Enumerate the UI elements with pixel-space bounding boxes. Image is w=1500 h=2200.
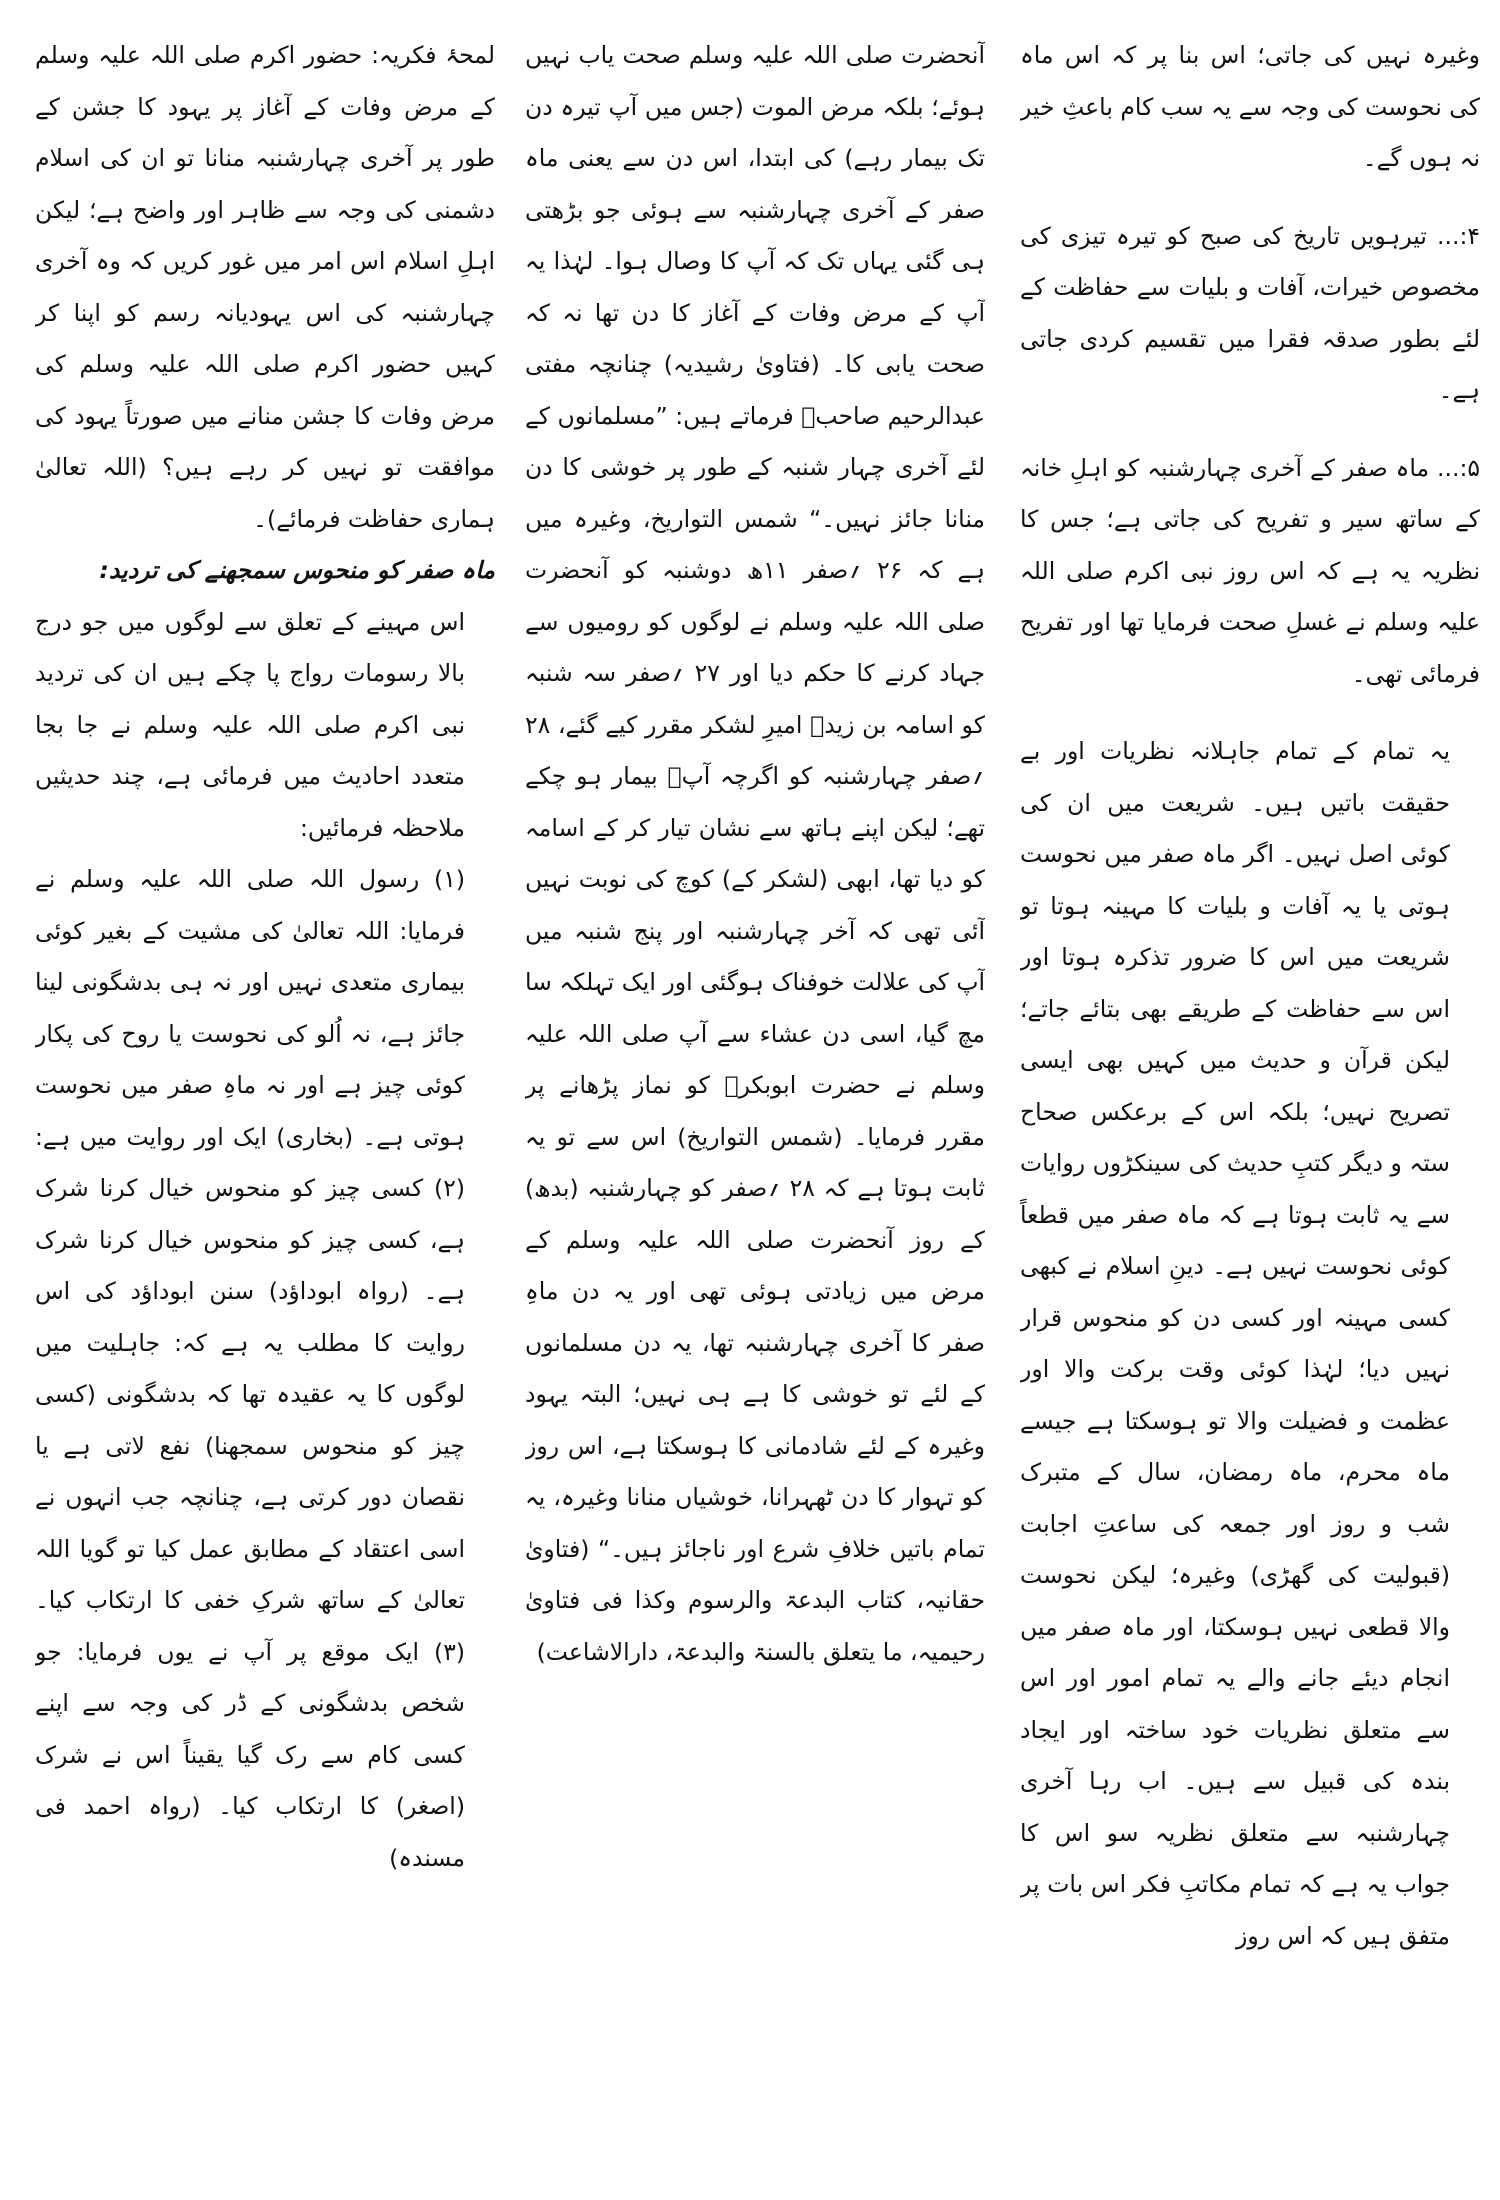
paragraph: لمحۂ فکریہ: حضور اکرم صلی اللہ علیہ وسلم کے مرض وفات کے آغاز پر یہود کا جشن کے طور پر آخری چہارشنبہ منانا تو ان کی اسلام دشمنی کی وجہ سے ظاہر اور واضح ہے؛ لیکن اہلِ اسلام اس امر میں غور کریں کہ وہ آخری چہارشنبہ کی اس یہودیانہ رسم کو اپنا کر کہیں حضور اکرم صلی اللہ علیہ وسلم کی مرض وفات کا جشن منانے میں صورتاً یہود کی موافقت تو نہیں کر رہے ہیں؟ (اللہ تعالیٰ ہماری حفاظت فرمائے)۔ [35,41,495,533]
paragraph-gap [1020,700,1480,726]
paragraph-gap [1020,417,1480,443]
left-column [35,30,495,2170]
paragraph: اس مہینے کے تعلق سے لوگوں میں جو درج بالا رسومات رواج پا چکے ہیں ان کی تردید نبی اکرم صلی اللہ علیہ وسلم نے جا بجا متعدد احادیث میں فرمائی ہے، چند حدیثیں ملاحظہ فرمائیں: [35,607,465,842]
paragraph: آنحضرت صلی اللہ علیہ وسلم صحت یاب نہیں ہوئے؛ بلکہ مرض الموت (جس میں آپ تیرہ دن تک بیمار رہے) کی ابتدا، اس دن سے یعنی ماہ صفر کے آخری چہارشنبہ سے ہوئی جو بڑھتی ہی گئی یہاں تک کہ آپ کا وصال ہوا۔ لہٰذا یہ آپ کے مرض وفات کے آغاز کا دن تھا نہ کہ صحت یابی کا۔ (فتاویٰ رشیدیہ) چنانچہ مفتی عبدالرحیم صاحبؒ فرماتے ہیں: ”مسلمانوں کے لئے آخری چہار شنبہ کے طور پر خوشی کا دن منانا جائز نہیں۔“ شمس التواریخ، وغیرہ میں ہے کہ ۲۶ ؍صفر ۱۱ھ دوشنبہ کو آنحضرت صلی اللہ علیہ وسلم نے لوگوں کو رومیوں سے جہاد کرنے کا حکم دیا اور ۲۷ ؍صفر سہ شنبہ کو اسامہ بن زیدؓ امیرِ لشکر مقرر کیے گئے، ۲۸ ؍صفر چہارشنبہ کو اگرچہ آپؐ بیمار ہو چکے تھے؛ لیکن اپنے ہاتھ سے نشان تیار کر کے اسامہ کو دیا تھا، ابھی (لشکر کے) کوچ کی نوبت نہیں آئی تھی کہ آخر چہارشنبہ اور پنج شنبہ میں آپ کی علالت خوفناک ہوگئی اور ایک تہلکہ سا مچ گیا، اسی دن عشاء سے آپ صلی اللہ علیہ وسلم نے حضرت ابوبکرؓ کو نماز پڑھانے پر مقرر فرمایا۔ (شمس التواریخ) اس سے تو یہ ثابت ہوتا ہے کہ ۲۸ ؍صفر کو چہارشنبہ (بدھ) کے روز آنحضرت صلی اللہ علیہ وسلم کے مرض میں زیادتی ہوئی تھی اور یہ دن ماہِ صفر کا آخری چہارشنبہ تھا، یہ دن مسلمانوں کے لئے تو خوشی کا ہے ہی نہیں؛ البتہ یہود وغیرہ کے لئے شادمانی کا ہوسکتا ہے، اس روز کو تہوار کا دن ٹھہرانا، خوشیاں منانا وغیرہ، یہ تمام باتیں خلافِ شرع اور ناجائز ہیں۔“ (فتاویٰ حقانیہ، کتاب البدعۃ والرسوم وکذا فی فتاویٰ رحیمیہ، ما یتعلق بالسنۃ والبدعۃ، دارالاشاعت) [525,41,985,1666]
middle-column [525,30,985,2170]
paragraph: ۴:... تیرہویں تاریخ کی صبح کو تیرہ تیزی کی مخصوص خیرات، آفات و بلیات سے حفاظت کے لئے بطور صدقہ فقرا میں تقسیم کردی جاتی ہے۔ [1020,221,1480,404]
paragraph: (۱) رسول اللہ صلی اللہ علیہ وسلم نے فرمایا: اللہ تعالیٰ کی مشیت کے بغیر کوئی بیماری متعدی نہیں اور نہ ہی بدشگونی لینا جائز ہے، نہ اُلو کی نحوست یا روح کی پکار کوئی چیز ہے اور نہ ماہِ صفر میں نحوست ہوتی ہے۔ (بخاری) ایک اور روایت میں ہے: (۲) کسی چیز کو منحوس خیال کرنا شرک ہے، کسی چیز کو منحوس خیال کرنا شرک ہے۔ (رواہ ابوداؤد) سنن ابوداؤد کی اس روایت کا مطلب یہ ہے کہ: جاہلیت میں لوگوں کا یہ عقیدہ تھا کہ بدشگونی (کسی چیز کو منحوس سمجھنا) نفع لاتی ہے یا نقصان دور کرتی ہے، چنانچہ جب انہوں نے اسی اعتقاد کے مطابق عمل کیا تو گویا اللہ تعالیٰ کے ساتھ شرکِ خفی کا ارتکاب کیا۔ (۳) ایک موقع پر آپ نے یوں فرمایا: جو شخص بدشگونی کے ڈر کی وجہ سے اپنے کسی کام سے رک گیا یقیناً اس نے شرک (اصغر) کا ارتکاب کیا۔ (رواہ احمد فی مسندہ) [35,865,465,1872]
paragraph: یہ تمام کے تمام جاہلانہ نظریات اور بے حقیقت باتیں ہیں۔ شریعت میں ان کی کوئی اصل نہیں۔ اگر ماہ صفر میں نحوست ہوتی یا یہ آفات و بلیات کا مہینہ ہوتا تو شریعت میں اس کا ضرور تذکرہ ہوتا اور اس سے حفاظت کے طریقے بھی بتائے جاتے؛ لیکن قرآن و حدیث میں کہیں بھی ایسی تصریح نہیں؛ بلکہ اس کے برعکس صحاح ستہ و دیگر کتبِ حدیث کی سینکڑوں روایات سے یہ ثابت ہوتا ہے کہ ماہ صفر میں قطعاً کوئی نحوست نہیں ہے۔ دینِ اسلام نے کبھی کسی مہینہ اور کسی دن کو منحوس قرار نہیں دیا؛ لہٰذا کوئی وقت برکت والا اور عظمت و فضیلت والا تو ہوسکتا ہے جیسے ماہ محرم، ماہ رمضان، سال کے متبرک شب و روز اور جمعہ کی ساعتِ اجابت (قبولیت کی گھڑی) وغیرہ؛ لیکن نحوست والا قطعی نہیں ہوسکتا، اور ماہ صفر میں انجام دیئے جانے والے یہ تمام امور اور اس سے متعلق نظریات خود ساختہ اور ایجاد بندہ کی قبیل سے ہیں۔ اب رہا آخری چہارشنبہ سے متعلق نظریہ سو اس کا جواب یہ ہے کہ تمام مکاتبِ فکر اس بات پر متفق ہیں کہ اس روز [1020,737,1450,1950]
paragraph: ۵:... ماہ صفر کے آخری چہارشنبہ کو اہلِ خانہ کے ساتھ سیر و تفریح کی جاتی ہے؛ جس کا نظریہ یہ ہے کہ اس روز نبی اکرم صلی اللہ علیہ وسلم نے غسلِ صحت فرمایا تھا اور تفریح فرمائی تھی۔ [1020,453,1480,688]
paragraph: وغیرہ نہیں کی جاتی؛ اس بنا پر کہ اس ماہ کی نحوست کی وجہ سے یہ سب کام باعثِ خیر نہ ہوں گے۔ [1020,41,1480,172]
paragraph-gap [1020,185,1480,211]
section-heading: ماہ صفر کو منحوس سمجھنے کی تردید: [99,556,495,584]
right-column [1020,30,1480,2170]
